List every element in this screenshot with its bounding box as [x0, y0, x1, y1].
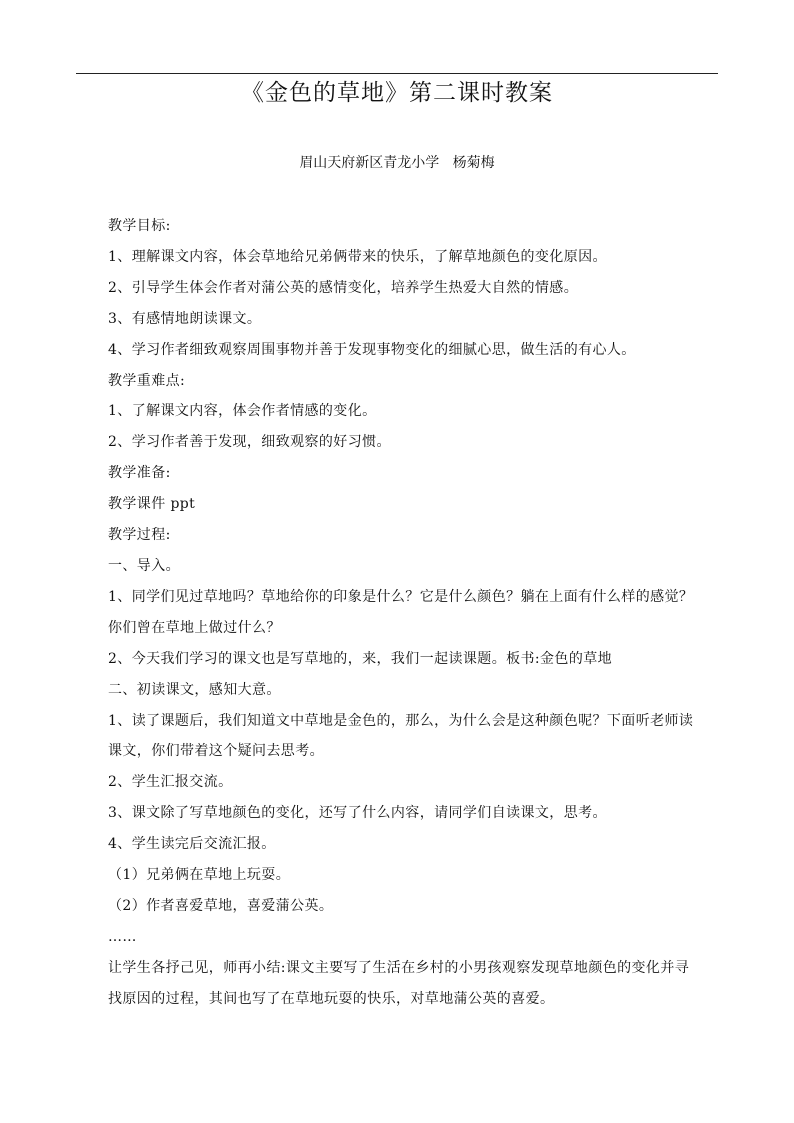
process-paragraph: 3、课文除了写草地颜色的变化，还写了什么内容，请同学们自读课文，思考。 — [108, 805, 607, 822]
process-step-heading: 一、导入。 — [108, 557, 180, 574]
preparation-item: 教学课件 ppt — [108, 496, 196, 513]
summary-paragraph: 让学生各抒己见，师再小结:课文主要写了生活在乡村的小男孩观察发现草地颜色的变化并寻找原因的过程，其间也写了在草地玩耍的快乐，对草地蒲公英的喜爱。 — [108, 959, 690, 1007]
objective-item: 3、有感情地朗读课文。 — [108, 310, 262, 327]
key-point-item: 1、了解课文内容，体会作者情感的变化。 — [108, 403, 377, 420]
process-step-heading: 二、初读课文，感知大意。 — [108, 681, 281, 698]
objective-item: 1、理解课文内容，体会草地给兄弟俩带来的快乐，了解草地颜色的变化原因。 — [108, 248, 607, 265]
section-heading-process: 教学过程: — [108, 527, 171, 544]
header-rule — [76, 73, 718, 74]
process-paragraph: 1、读了课题后，我们知道文中草地是金色的，那么，为什么会是这种颜色呢？下面听老师读课文，你们带着这个疑问去思考。 — [108, 712, 694, 760]
author-line: 眉山天府新区青龙小学 杨菊梅 — [299, 155, 495, 171]
ellipsis-line: …… — [108, 928, 137, 945]
section-heading-preparation: 教学准备: — [108, 465, 171, 482]
process-paragraph: 1、同学们见过草地吗？草地给你的印象是什么？它是什么颜色？躺在上面有什么样的感觉？你们曾在草地上做过什么？ — [108, 588, 694, 636]
process-subitem: （2）作者喜爱草地，喜爱蒲公英。 — [108, 897, 334, 914]
process-paragraph: 2、今天我们学习的课文也是写草地的，来，我们一起读课题。板书:金色的草地 — [108, 650, 613, 667]
objective-item: 2、引导学生体会作者对蒲公英的感情变化，培养学生热爱大自然的情感。 — [108, 279, 579, 296]
page-title: 《金色的草地》第二课时教案 — [241, 80, 553, 106]
process-paragraph: 2、学生汇报交流。 — [108, 774, 233, 791]
section-heading-objectives: 教学目标: — [108, 218, 171, 234]
process-subitem: （1）兄弟俩在草地上玩耍。 — [108, 867, 291, 884]
process-paragraph: 4、学生读完后交流汇报。 — [108, 836, 276, 853]
section-heading-key-points: 教学重难点: — [108, 372, 186, 389]
objective-item: 4、学习作者细致观察周围事物并善于发现事物变化的细腻心思，做生活的有心人。 — [108, 341, 636, 358]
key-point-item: 2、学习作者善于发现，细致观察的好习惯。 — [108, 434, 391, 451]
document-body — [108, 211, 700, 1015]
